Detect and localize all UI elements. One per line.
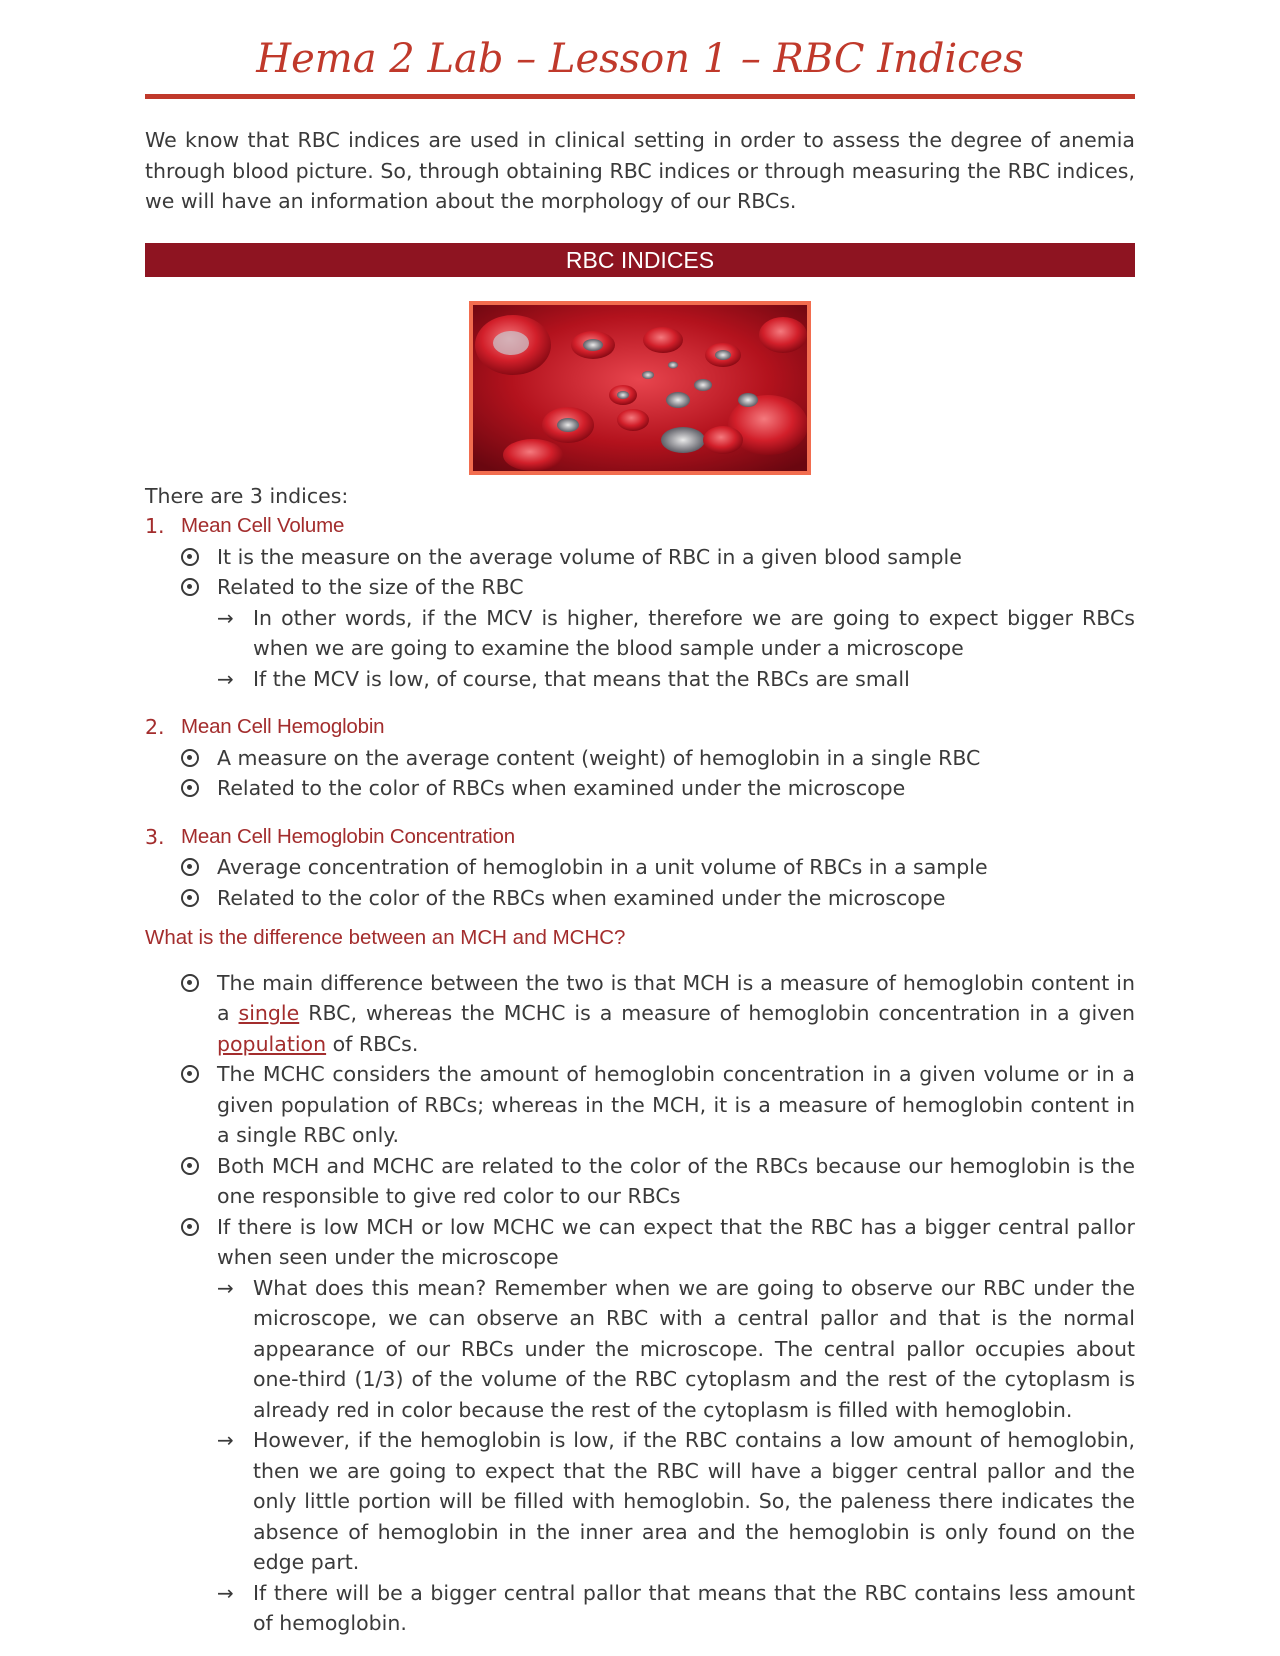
right-arrow-icon: → <box>217 1580 234 1605</box>
section-banner: RBC INDICES <box>145 243 1135 277</box>
index-number: 1. <box>145 514 165 538</box>
bullet-item: Related to the size of the RBC <box>181 572 1135 603</box>
right-arrow-icon: → <box>217 1275 234 1300</box>
blood-cells-image <box>473 305 807 471</box>
circled-dot-icon <box>181 548 199 566</box>
document-page <box>145 0 1135 1639</box>
circled-dot-icon <box>181 779 199 797</box>
rbc-illustration <box>469 301 811 475</box>
right-arrow-icon: → <box>217 666 234 691</box>
index-3 <box>145 822 1135 914</box>
bullet-item: Average concentration of hemoglobin in a unit volume of RBCs in a sample <box>181 852 1135 883</box>
bullet-item: Both MCH and MCHC are related to the color of the RBCs because our hemoglobin is the one responsible to give red color to our RBCs <box>181 1151 1135 1212</box>
difference-list <box>145 968 1135 1273</box>
underlined-term: single <box>238 1001 300 1025</box>
circled-dot-icon <box>181 749 199 767</box>
bullet-item: It is the measure on the average volume of RBC in a given blood sample <box>181 542 1135 573</box>
index-number: 2. <box>145 715 165 739</box>
right-arrow-icon: → <box>217 1428 234 1452</box>
bullet-item: The main difference between the two is that MCH is a measure of hemoglobin content in a single RBC, whereas the MCHC is a measure of hemoglobin concentration in a given population of RBCs. <box>181 968 1135 1060</box>
index-number: 3. <box>145 824 165 849</box>
indices-intro: There are 3 indices: <box>145 483 349 508</box>
bullet-item: The MCHC considers the amount of hemoglobin concentration in a given volume or in a given population of RBCs; whereas in the MCH, it is a measure of hemoglobin content in a single RBC only. <box>181 1059 1135 1151</box>
sub-item: → If the MCV is low, of course, that means that the RBCs are small <box>217 664 1135 695</box>
circled-dot-icon <box>181 974 199 992</box>
circled-dot-icon <box>181 1065 199 1083</box>
sub-item: → In other words, if the MCV is higher, therefore we are going to expect bigger RBCs when we are going to examine the blood sample under a microscope <box>217 603 1135 664</box>
underlined-term: population <box>217 1031 327 1056</box>
index-1 <box>145 511 1135 694</box>
bullet-item: Related to the color of RBCs when examined under the microscope <box>181 773 1135 804</box>
circled-dot-icon <box>181 858 199 876</box>
right-arrow-icon: → <box>217 605 234 630</box>
index-heading: Mean Cell Hemoglobin <box>181 715 385 738</box>
bullet-item: A measure on the average content (weight) of hemoglobin in a single RBC <box>181 743 1135 774</box>
bullet-item: If there is low MCH or low MCHC we can expect that the RBC has a bigger central pallor when seen under the microscope <box>181 1212 1135 1273</box>
sub-item: → If there will be a bigger central pallor that means that the RBC contains less amount of hemoglobin. <box>217 1578 1135 1639</box>
intro-paragraph: We know that RBC indices are used in clinical setting in order to assess the degree of anemia through blood picture. So, through obtaining RBC indices or through measuring the RBC indices, we will have an information about the morphology of our RBCs. <box>145 128 1135 213</box>
bullet-item: Related to the color of the RBCs when examined under the microscope <box>181 883 1135 914</box>
circled-dot-icon <box>181 1218 199 1236</box>
page-title: Hema 2 Lab – Lesson 1 – RBC Indices <box>256 36 1024 82</box>
index-heading: Mean Cell Hemoglobin Concentration <box>181 824 515 848</box>
index-2 <box>145 712 1135 804</box>
index-heading: Mean Cell Volume <box>181 514 345 537</box>
question-heading: What is the difference between an MCH and MCHC? <box>145 926 626 949</box>
circled-dot-icon <box>181 578 199 596</box>
title-underline <box>145 94 1135 99</box>
sub-item: → What does this mean? Remember when we are going to observe our RBC under the microscope, we can observe an RBC with a central pallor and that is the normal appearance of our RBCs under the microscope. The central pallor occupies about one-third (1/3) of the volume of the RBC cytoplasm and the rest of the cytoplasm is already red in color because the rest of the cytoplasm is filled with hemoglobin. <box>217 1273 1135 1426</box>
circled-dot-icon <box>181 1157 199 1175</box>
sub-item: → However, if the hemoglobin is low, if the RBC contains a low amount of hemoglobin, then we are going to expect that the RBC will have a bigger central pallor and the only little portion will be filled with hemoglobin. So, the paleness there indicates the absence of hemoglobin in the inner area and the hemoglobin is only found on the edge part. <box>217 1425 1135 1578</box>
circled-dot-icon <box>181 889 199 907</box>
